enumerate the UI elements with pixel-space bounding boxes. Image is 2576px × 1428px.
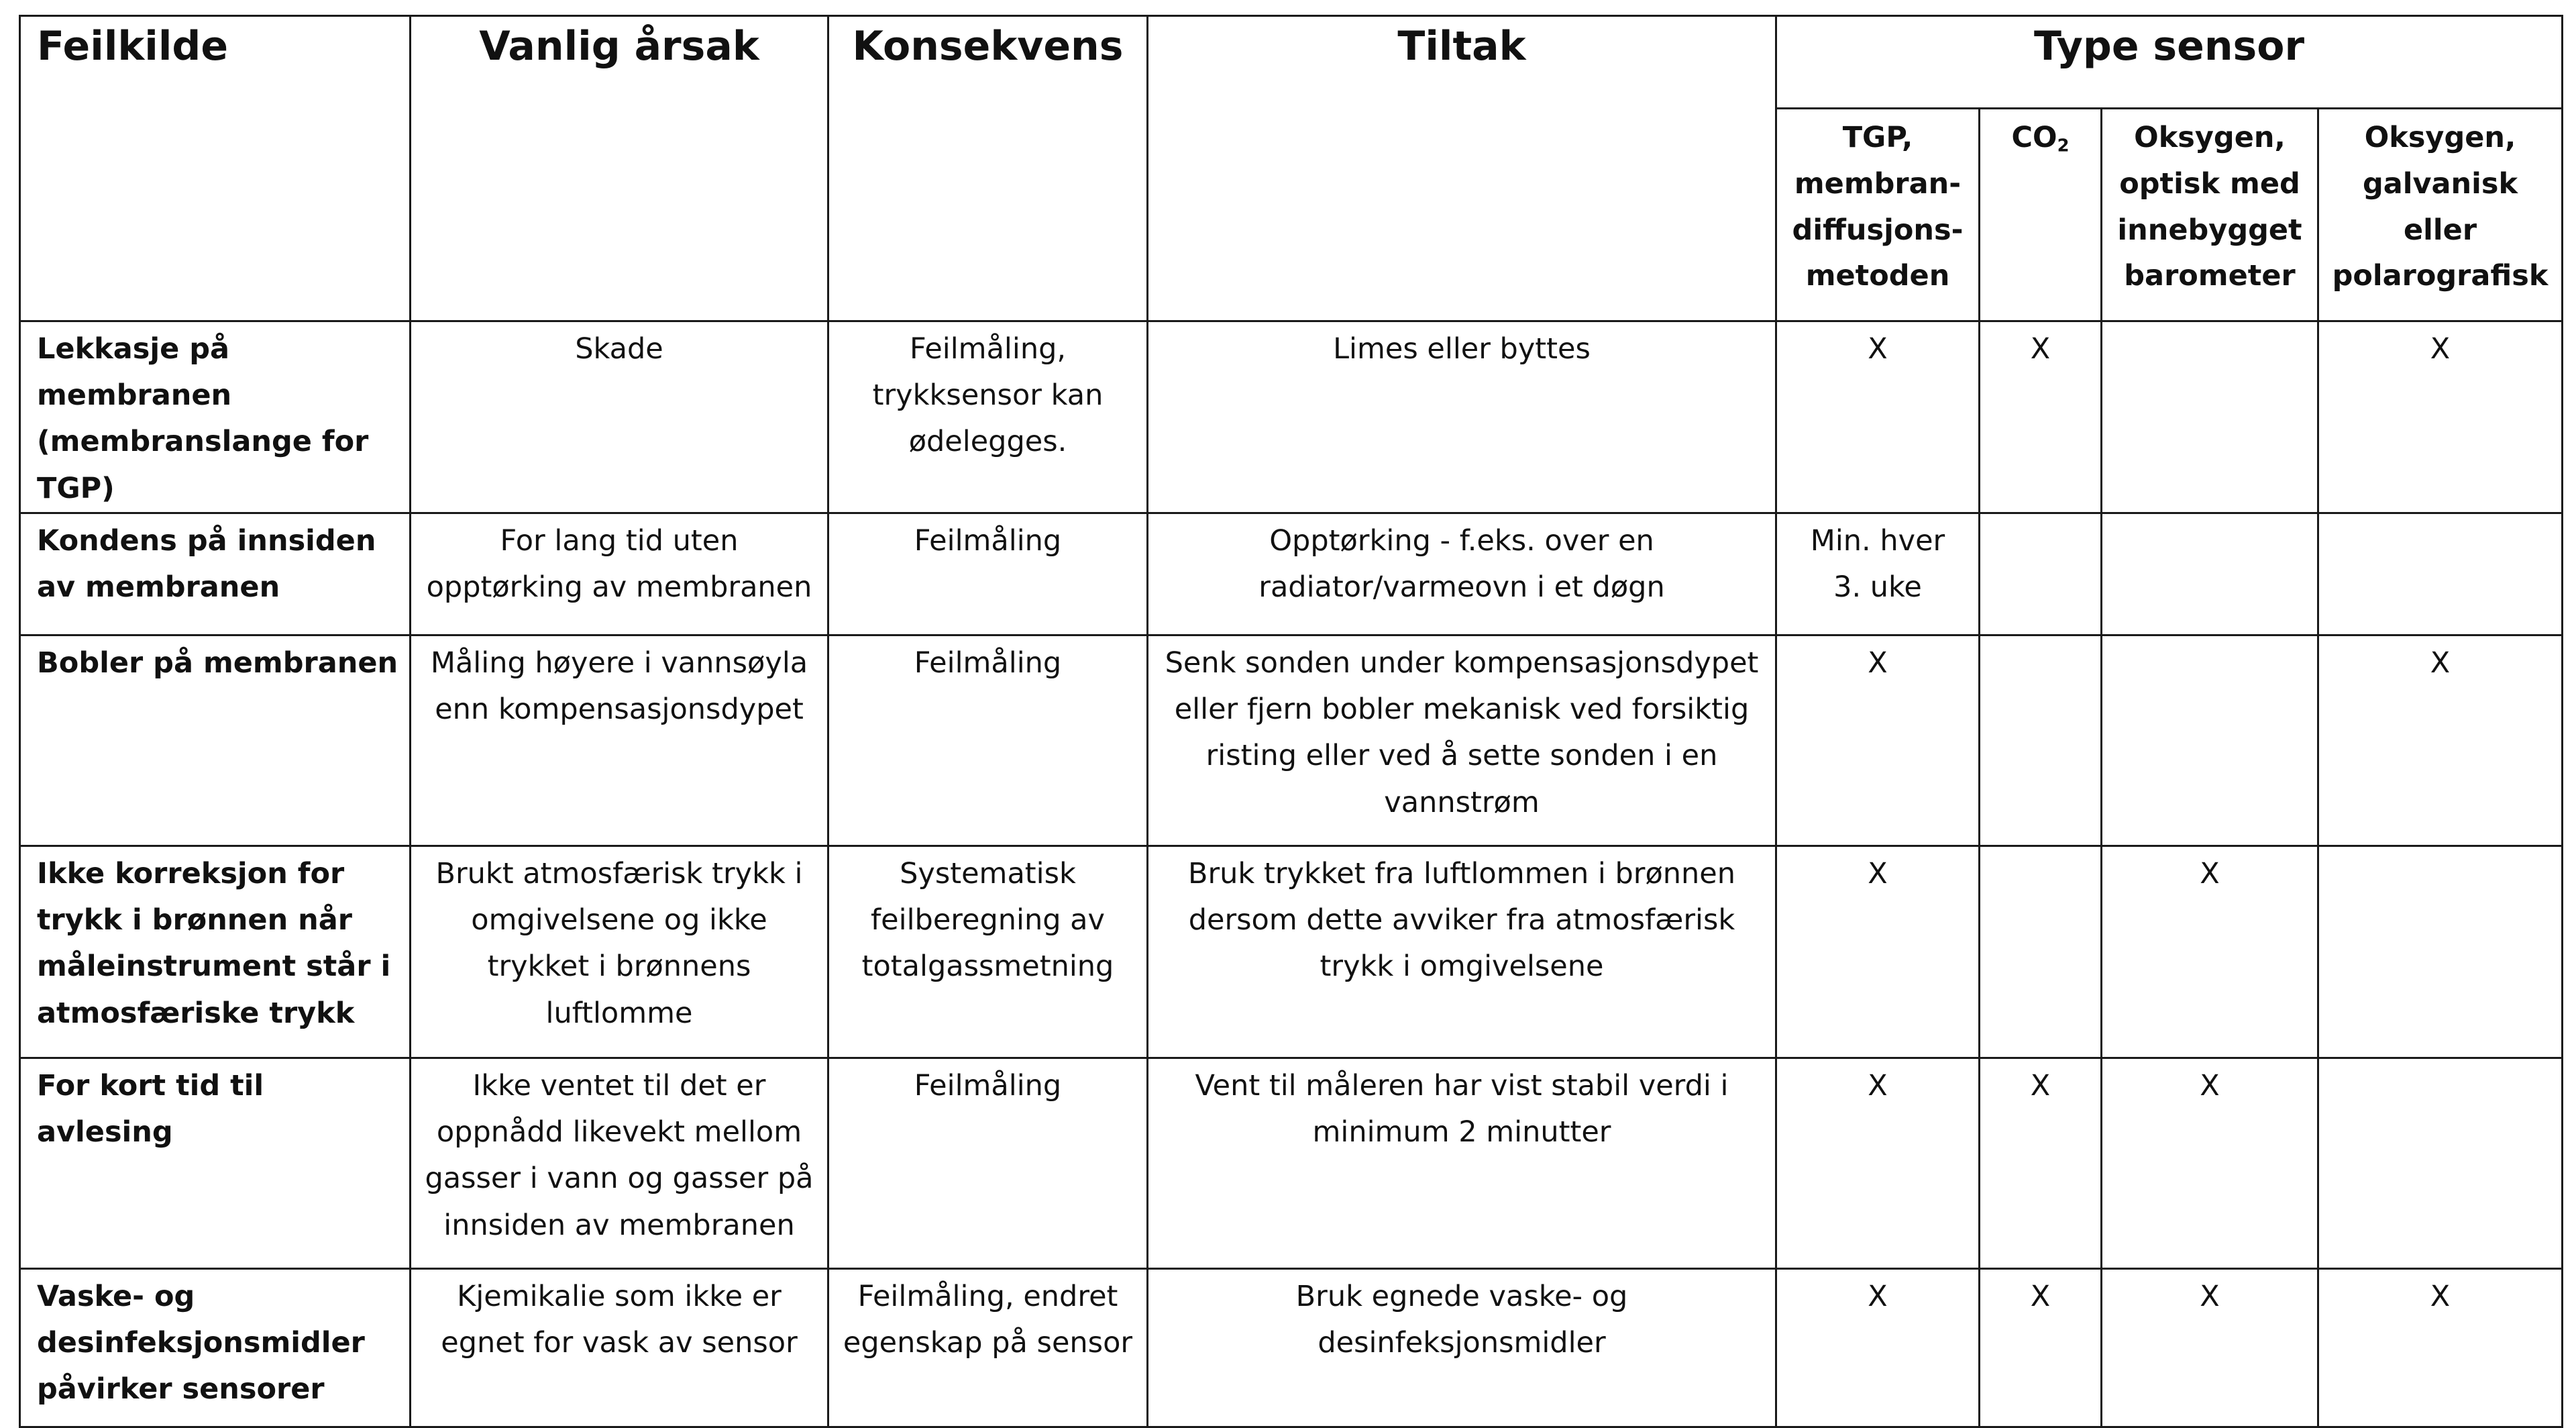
co2-subscript: 2 (2057, 136, 2070, 156)
cell-feilkilde: Bobler på membranen (20, 635, 411, 846)
cell-aarsak: Måling høyere i vannsøyla enn kompensasjonsdypet (411, 635, 828, 846)
header-sensor-tgp: TGP, membran-diffusjons-metoden (1776, 109, 1980, 321)
cell-oksygen-galvanisk (2318, 513, 2563, 635)
cell-feilkilde: Kondens på innsiden av membranen (20, 513, 411, 635)
cell-oksygen-galvanisk: X (2318, 635, 2563, 846)
table-row (20, 513, 2563, 635)
header-sensor-oksygen-optisk: Oksygen, optisk med innebygget barometer (2102, 109, 2318, 321)
header-row (20, 16, 2563, 109)
cell-tiltak: Vent til måleren har vist stabil verdi i minimum 2 minutter (1148, 1058, 1776, 1268)
cell-tgp: X (1776, 321, 1980, 513)
cell-tgp: X (1776, 1268, 1980, 1427)
cell-oksygen-optisk: X (2102, 1058, 2318, 1268)
cell-oksygen-galvanisk: X (2318, 321, 2563, 513)
cell-co2: X (1980, 1268, 2102, 1427)
cell-tiltak: Opptørking - f.eks. over en radiator/varmeovn i et døgn (1148, 513, 1776, 635)
cell-konsekvens: Feilmåling, trykksensor kan ødelegges. (828, 321, 1148, 513)
cell-konsekvens: Feilmåling (828, 635, 1148, 846)
header-konsekvens: Konsekvens (828, 16, 1148, 321)
cell-tiltak: Bruk trykket fra luftlommen i brønnen dersom dette avviker fra atmosfærisk trykk i omgivelsene (1148, 846, 1776, 1058)
cell-tgp: Min. hver 3. uke (1776, 513, 1980, 635)
cell-oksygen-galvanisk (2318, 846, 2563, 1058)
header-feilkilde: Feilkilde (20, 16, 411, 321)
table-row (20, 846, 2563, 1058)
cell-oksygen-galvanisk (2318, 1058, 2563, 1268)
table-row (20, 635, 2563, 846)
header-sensor-co2 (1980, 109, 2102, 321)
cell-feilkilde: Vaske- og desinfeksjonsmidler påvirker sensorer (20, 1268, 411, 1427)
table-row (20, 321, 2563, 513)
cell-feilkilde: For kort tid til avlesing (20, 1058, 411, 1268)
cell-co2: X (1980, 1058, 2102, 1268)
cell-tiltak: Bruk egnede vaske- og desinfeksjonsmidler (1148, 1268, 1776, 1427)
cell-oksygen-galvanisk: X (2318, 1268, 2563, 1427)
cell-feilkilde: Ikke korreksjon for trykk i brønnen når måleinstrument står i atmosfæriske trykk (20, 846, 411, 1058)
cell-aarsak: Kjemikalie som ikke er egnet for vask av sensor (411, 1268, 828, 1427)
co2-label: CO (2011, 121, 2057, 154)
cell-aarsak: For lang tid uten opptørking av membranen (411, 513, 828, 635)
header-sensor-oksygen-galvanisk: Oksygen, galvanisk eller polarografisk (2318, 109, 2563, 321)
cell-feilkilde: Lekkasje på membranen (membranslange for TGP) (20, 321, 411, 513)
header-type-sensor: Type sensor (1776, 16, 2563, 109)
cell-co2 (1980, 846, 2102, 1058)
cell-aarsak: Skade (411, 321, 828, 513)
header-aarsak: Vanlig årsak (411, 16, 828, 321)
cell-tiltak: Senk sonden under kompensasjonsdypet eller fjern bobler mekanisk ved forsiktig risting eller ved å sette sonden i en vannstrøm (1148, 635, 1776, 846)
cell-konsekvens: Feilmåling, endret egenskap på sensor (828, 1268, 1148, 1427)
cell-tiltak: Limes eller byttes (1148, 321, 1776, 513)
cell-aarsak: Brukt atmosfærisk trykk i omgivelsene og ikke trykket i brønnens luftlomme (411, 846, 828, 1058)
table-row (20, 1058, 2563, 1268)
cell-oksygen-optisk (2102, 513, 2318, 635)
cell-konsekvens: Feilmåling (828, 1058, 1148, 1268)
error-source-table (19, 15, 2563, 1428)
cell-konsekvens: Systematisk feilberegning av totalgassmetning (828, 846, 1148, 1058)
cell-tgp: X (1776, 635, 1980, 846)
cell-co2 (1980, 635, 2102, 846)
cell-co2 (1980, 513, 2102, 635)
cell-tgp: X (1776, 1058, 1980, 1268)
cell-oksygen-optisk (2102, 321, 2318, 513)
cell-co2: X (1980, 321, 2102, 513)
table-row (20, 1268, 2563, 1427)
header-tiltak: Tiltak (1148, 16, 1776, 321)
cell-konsekvens: Feilmåling (828, 513, 1148, 635)
cell-oksygen-optisk: X (2102, 1268, 2318, 1427)
cell-tgp: X (1776, 846, 1980, 1058)
cell-oksygen-optisk (2102, 635, 2318, 846)
cell-aarsak: Ikke ventet til det er oppnådd likevekt mellom gasser i vann og gasser på innsiden av membranen (411, 1058, 828, 1268)
cell-oksygen-optisk: X (2102, 846, 2318, 1058)
